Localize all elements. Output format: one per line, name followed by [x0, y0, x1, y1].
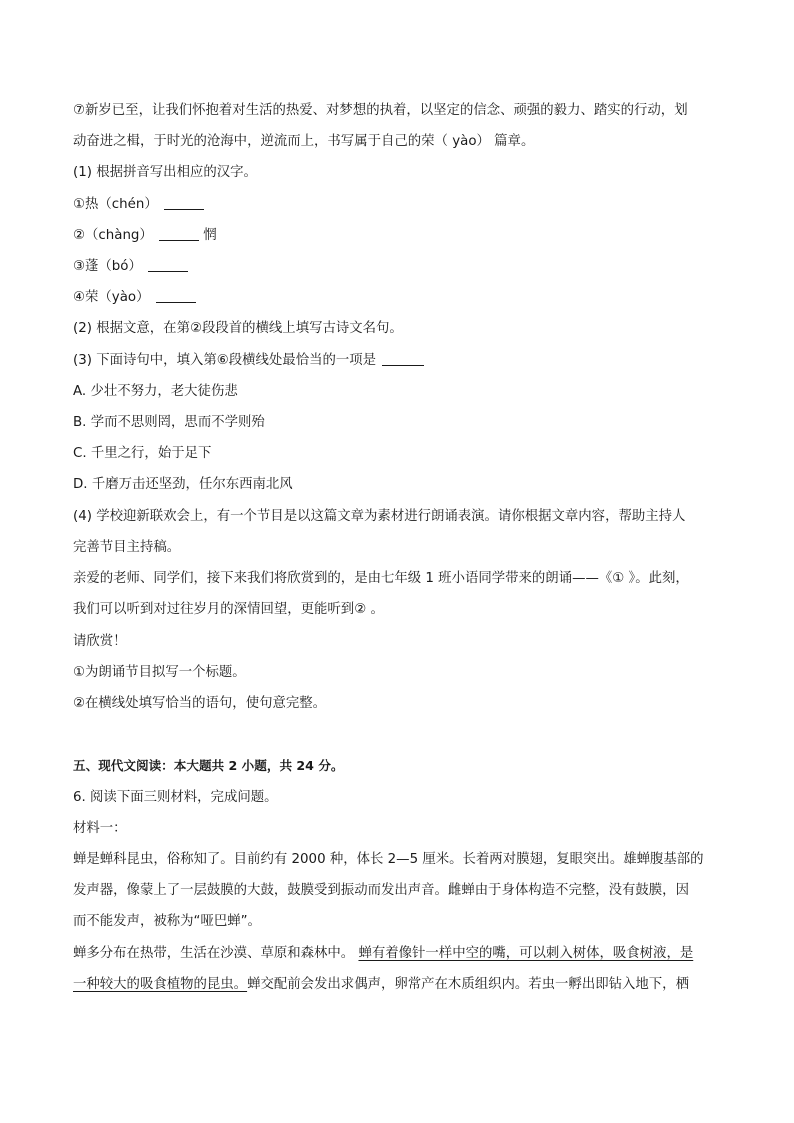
option-d[interactable]: D. 千磨万击还坚劲，任尔东西南北风 — [73, 477, 293, 492]
option-a[interactable]: A. 少壮不努力，老大徒伤悲 — [73, 384, 238, 399]
answer-blank[interactable] — [148, 258, 188, 272]
question-1-item-2 — [73, 227, 216, 245]
question-4-prompt-line-2: 完善节目主持稿。 — [73, 540, 181, 555]
question-6-prompt: 6. 阅读下面三则材料，完成问题。 — [73, 790, 278, 805]
material-1-paragraph-2-line-2 — [73, 976, 689, 994]
item-text: ④荣（yào） — [73, 290, 150, 305]
material-1-paragraph-2-line-1 — [73, 945, 693, 963]
material-1-paragraph-1-line-2: 发声器，像蒙上了一层鼓膜的大鼓，鼓膜受到振动而发出声音。雌蝉由于身体构造不完整，没有鼓膜，因 — [73, 883, 689, 898]
underlined-sentence: 蝉有着像针一样中空的嘴，可以刺入树体，吸食树液，是 — [358, 946, 694, 961]
item-text: ②（chàng） — [73, 228, 153, 243]
answer-blank[interactable] — [164, 196, 204, 210]
material-1-paragraph-1-line-3: 而不能发声，被称为“哑巴蝉”。 — [73, 914, 261, 929]
host-script-line-2: 我们可以听到对过往岁月的深情回望，更能听到② 。 — [73, 602, 384, 617]
answer-blank[interactable] — [382, 352, 424, 366]
question-1-item-4 — [73, 289, 196, 307]
answer-blank[interactable] — [156, 289, 196, 303]
question-4-task-1: ①为朗诵节目拟写一个标题。 — [73, 665, 246, 680]
question-2-prompt: (2) 根据文意，在第②段段首的横线上填写古诗文名句。 — [73, 321, 403, 336]
item-suffix: 惘 — [203, 228, 217, 243]
question-1-prompt: (1) 根据拼音写出相应的汉字。 — [73, 165, 257, 180]
option-c[interactable]: C. 千里之行，始于足下 — [73, 446, 212, 461]
host-script-line-1: 亲爱的老师、同学们，接下来我们将欣赏到的，是由七年级 1 班小语同学带来的朗诵——《① 》。此刻， — [73, 571, 689, 586]
prompt-text: (3) 下面诗句中，填入第⑥段横线处最恰当的一项是 — [73, 353, 377, 368]
question-1-item-1 — [73, 196, 204, 214]
question-3-prompt — [73, 352, 424, 370]
paragraph-7-line-2: 动奋进之楫，于时光的沧海中，逆流而上，书写属于自己的荣（ yào） 篇章。 — [73, 134, 535, 149]
option-b[interactable]: B. 学而不思则罔，思而不学则殆 — [73, 415, 265, 430]
question-4-prompt-line-1: (4) 学校迎新联欢会上，有一个节目是以这篇文章为素材进行朗诵表演。请你根据文章内容，帮助主持人 — [73, 509, 686, 524]
item-text: ③蓬（bó） — [73, 259, 142, 274]
paragraph-7-line-1: ⑦新岁已至，让我们怀抱着对生活的热爱、对梦想的执着，以坚定的信念、顽强的毅力、踏实的行动，划 — [73, 103, 688, 118]
plain-text: 蝉多分布在热带，生活在沙漠、草原和森林中。 — [73, 946, 355, 961]
answer-blank[interactable] — [159, 227, 199, 241]
question-1-item-3 — [73, 258, 188, 276]
section-5-heading: 五、现代文阅读：本大题共 2 小题，共 24 分。 — [73, 758, 344, 773]
host-script-line-3: 请欣赏！ — [73, 634, 127, 649]
plain-text: 蝉交配前会发出求偶声，卵常产在木质组织内。若虫一孵出即钻入地下，栖 — [247, 977, 689, 992]
underlined-sentence: 一种较大的吸食植物的昆虫。 — [73, 977, 248, 992]
material-1-paragraph-1-line-1: 蝉是蝉科昆虫，俗称知了。目前约有 2000 种，体长 2—5 厘米。长着两对膜翅，复眼突出。雄蝉腹基部的 — [73, 852, 704, 867]
material-1-label: 材料一： — [73, 821, 127, 836]
question-4-task-2: ②在横线处填写恰当的语句，使句意完整。 — [73, 696, 327, 711]
item-text: ①热（chén） — [73, 197, 158, 212]
